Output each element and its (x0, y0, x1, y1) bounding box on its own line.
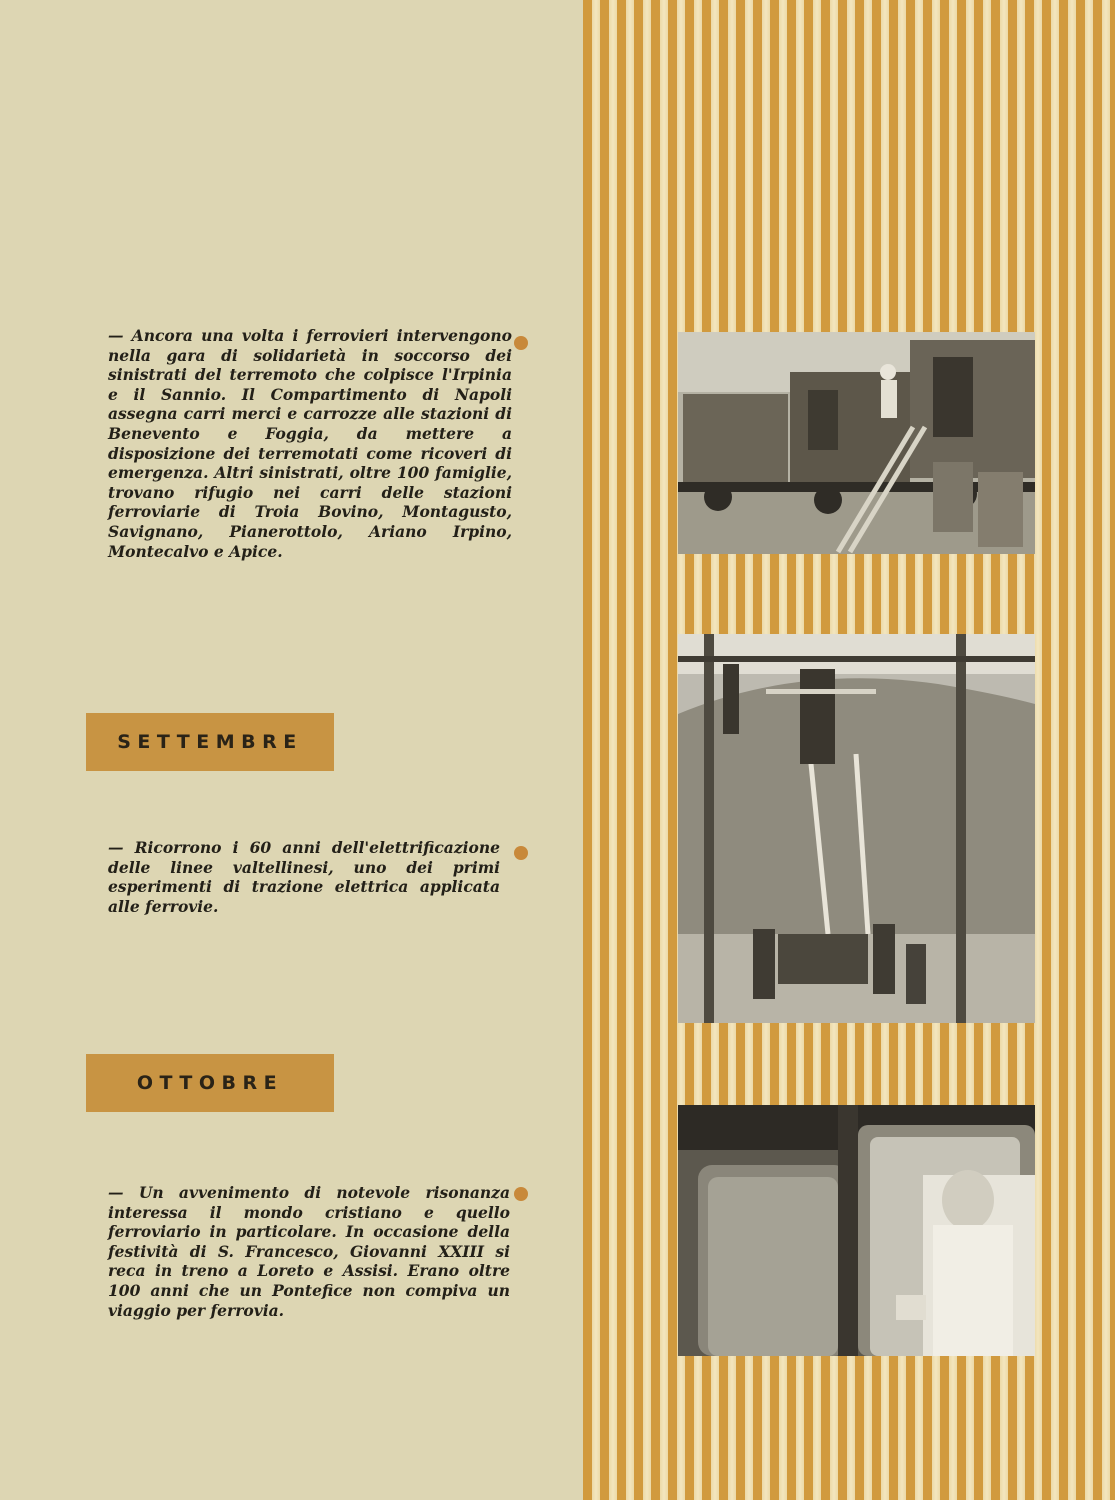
electrification-paragraph: — Ricorrono i 60 anni dell'elettrificazione delle linee valtellinesi, uno dei primi esperimenti di trazione elettrica applicata alle ferrovie. (108, 838, 500, 916)
bullet-dot-icon (514, 336, 528, 350)
month-label-settembre: SETTEMBRE (86, 713, 334, 771)
bullet-dot-icon (514, 1187, 528, 1201)
earthquake-paragraph: — Ancora una volta i ferrovieri intervengono nella gara di solidarietà in soccorso dei sinistrati del terremoto che colpisce l'Irpinia e il Sannio. Il Compartimento di Napoli assegna carri merci e carrozze alle stazioni di Benevento e Foggia, da mettere a disposizione dei terremotati come ricoveri di emergenza. Altri sinistrati, oltre 100 famiglie, trovano rifugio nei carri delle stazioni ferroviarie di Troia Bovino, Montagusto, Savignano, Pianerottolo, Ariano Irpino, Montecalvo e Apice. (108, 326, 512, 561)
month-label-ottobre: OTTOBRE (86, 1054, 334, 1112)
pope-train-window-photo (678, 1105, 1035, 1356)
electrification-workers-photo (678, 634, 1035, 1023)
bullet-dot-icon (514, 846, 528, 860)
pope-journey-paragraph: — Un avvenimento di notevole risonanza interessa il mondo cristiano e quello ferroviario in particolare. In occasione della festività di S. Francesco, Giovanni XXIII si reca in treno a Loreto e Assisi. Erano oltre 100 anni che un Pontefice non compiva un viaggio per ferrovia. (108, 1183, 510, 1320)
freight-cars-photo (678, 332, 1035, 554)
